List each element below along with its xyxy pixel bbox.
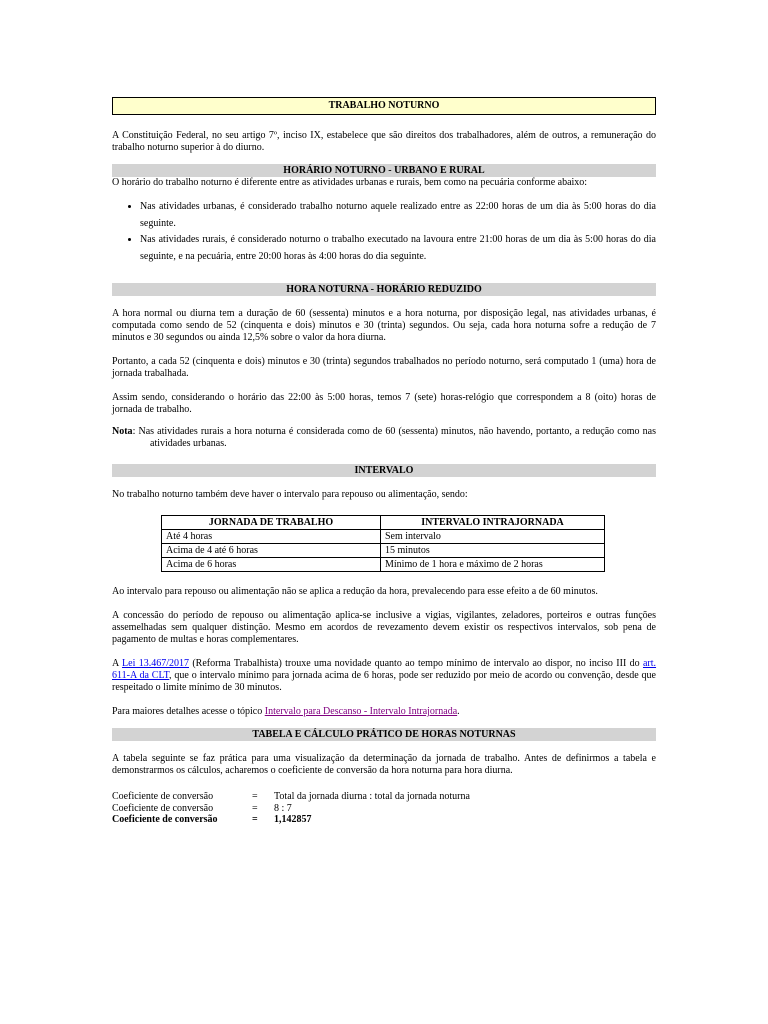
table-header-row [162,516,605,530]
intro-paragraph: A Constituição Federal, no seu artigo 7º, inciso IX, estabelece que são direitos dos trabalhadores, além de outros, a remuneração do trabalho noturno superior à do diurno. [112,130,656,153]
lei-13467-link[interactable]: Lei 13.467/2017 [122,658,189,669]
table-cell: Acima de 4 até 6 horas [162,544,381,558]
reforma-paragraph [112,658,656,694]
detalhes-period: . [457,706,460,717]
section-heading-hora-reduzida: HORA NOTURNA - HORÁRIO REDUZIDO [112,283,656,296]
hora-reduzida-paragraph-1: A hora normal ou diurna tem a duração de 60 (sessenta) minutos e a hora noturna, por disposição legal, nas atividades urbanas, é computada como sendo de 52 (cinquenta e dois) minutos e 30 (trinta) segundos. Ou seja, cada hora noturna sofre a redução de 7 minutos e 30 segundos ou ainda 12,5% sobre o valor da hora diurna. [112,308,656,343]
art-611a-clt-link[interactable]: art. 611-A da CLT [112,658,657,681]
tabela-calculo-paragraph: A tabela seguinte se faz prática para uma visualização da determinação da jornada de trabalho. Antes de definirmos a tabela e demonstrarmos os cálculos, acharemos o coeficiente de conversão da hora noturna para hora diurna. [112,753,656,776]
table-header-intervalo: INTERVALO INTRAJORNADA [381,516,605,530]
detalhes-paragraph [112,706,656,718]
table-header-jornada: JORNADA DE TRABALHO [162,516,381,530]
document-body [112,97,656,826]
horario-list [112,199,656,265]
document-title: TRABALHO NOTURNO [112,97,656,115]
table-cell: 15 minutos [381,544,605,558]
horario-paragraph: O horário do trabalho noturno é diferente entre as atividades urbanas e rurais, bem como na pecuária conforme abaixo: [112,177,588,188]
intervalo-table [161,515,605,572]
hora-reduzida-paragraph-2: Portanto, a cada 52 (cinquenta e dois) minutos e 30 (trinta) segundos trabalhados no período noturno, será computado 1 (uma) hora de jornada trabalhada. [112,356,656,379]
coeficiente-block [112,791,656,826]
reforma-text-c: , que o intervalo mínimo para jornada acima de 6 horas, pode ser reduzido por meio de acordo ou convenção, desde que respeitado o limite mínimo de 30 minutos. [112,670,656,693]
intervalo-paragraph-3: A concessão do período de repouso ou alimentação aplica-se inclusive a vigias, vigilantes, zeladores, porteiros e outras funções assemelhadas sem qualquer distinção. Mesmo em acordos de revezamento devem existir os respectivos intervalos, sob pena de pagamento de multas e horas complementares. [112,610,656,645]
section-heading-intervalo: INTERVALO [112,464,656,477]
table-cell: Acima de 6 horas [162,558,381,572]
hora-reduzida-paragraph-3: Assim sendo, considerando o horário das 22:00 às 5:00 horas, temos 7 (sete) horas-relógio que correspondem a 8 (oito) horas de jornada de trabalho. [112,392,656,415]
table-cell: Mínimo de 1 hora e máximo de 2 horas [381,558,605,572]
note-text: : Nas atividades rurais a hora noturna é considerada como de 60 (sessenta) minutos, não havendo, portanto, a redução como nas atividades urbanas. [132,426,656,449]
intervalo-paragraph: No trabalho noturno também deve haver o intervalo para repouso ou alimentação, sendo: [112,489,468,500]
list-item: • Nas atividades rurais, é considerado noturno o trabalho executado na lavoura entre 21:00 horas de um dia às 5:00 horas do dia seguinte, e na pecuária, entre 20:00 horas às 4:00 horas do dia seguinte. [140,232,656,265]
table-row [162,544,605,558]
reforma-text-b: (Reforma Trabalhista) trouxe uma novidade quanto ao tempo mínimo de intervalo ao dispor, no inciso III do [189,658,643,669]
table-cell: Sem intervalo [381,530,605,544]
table-row [162,530,605,544]
reforma-text-a: A [112,658,123,669]
detalhes-text: Para maiores detalhes acesse o tópico [112,706,265,717]
table-row [162,558,605,572]
section-heading-horario-noturno: HORÁRIO NOTURNO - URBANO E RURAL [112,164,656,177]
list-item: • Nas atividades urbanas, é considerado trabalho noturno aquele realizado entre as 22:00 horas de um dia às 5:00 horas do dia seguinte. [140,199,656,232]
coeficiente-line: Coeficiente de conversão = Total da jornada diurna : total da jornada noturna [112,791,470,802]
intervalo-descanso-link[interactable]: Intervalo para Descanso - Intervalo Intrajornada [264,706,458,717]
coeficiente-line: Coeficiente de conversão = 8 : 7 [112,802,292,814]
note-label: Nota [112,426,133,437]
coeficiente-result-line: Coeficiente de conversão = 1,142857 [112,814,312,825]
table-cell: Até 4 horas [162,530,381,544]
intervalo-paragraph-2: Ao intervalo para repouso ou alimentação não se aplica a redução da hora, prevalecendo para esse efeito a de 60 minutos. [112,586,598,597]
note-paragraph [112,426,656,450]
section-heading-tabela-calculo: TABELA E CÁLCULO PRÁTICO DE HORAS NOTURNAS [112,728,656,741]
